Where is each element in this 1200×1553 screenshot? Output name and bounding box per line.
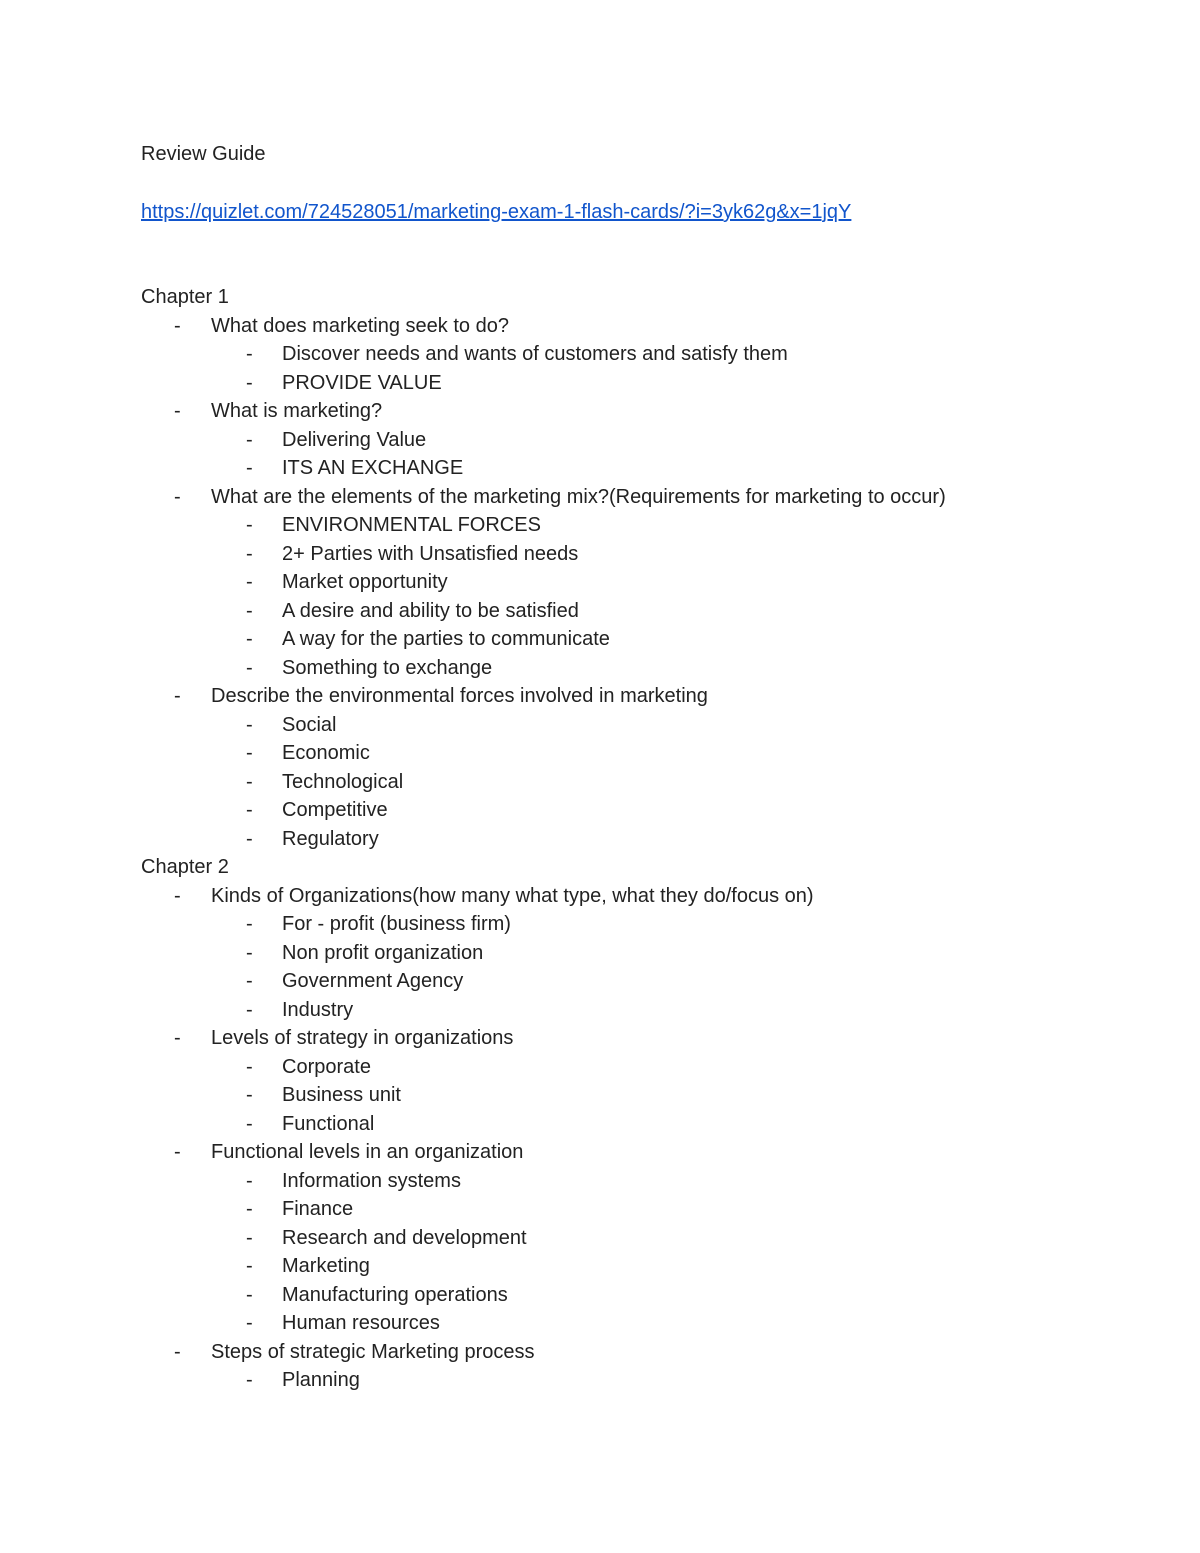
question-row bbox=[141, 1138, 1141, 1167]
question-text: What is marketing? bbox=[211, 400, 383, 422]
answer-item bbox=[141, 568, 1141, 597]
question-item bbox=[141, 312, 1141, 398]
question-row bbox=[141, 882, 1141, 911]
answer-text: Finance bbox=[282, 1198, 354, 1220]
question-row bbox=[141, 397, 1141, 426]
answer-text: Government Agency bbox=[282, 970, 464, 992]
dash-bullet: - bbox=[246, 1112, 253, 1135]
chapter-heading: Chapter 2 bbox=[141, 856, 229, 878]
question-text: Describe the environmental forces involved in marketing bbox=[211, 685, 708, 707]
answer-row bbox=[141, 1224, 1141, 1253]
answer-text: Functional bbox=[282, 1112, 375, 1135]
answer-row bbox=[141, 967, 1141, 996]
dash-bullet: - bbox=[174, 485, 181, 508]
answer-item bbox=[141, 340, 1141, 369]
answer-list bbox=[141, 340, 1141, 397]
question-row bbox=[141, 1024, 1141, 1053]
dash-bullet: - bbox=[246, 713, 253, 736]
answer-text: Information systems bbox=[282, 1169, 461, 1192]
dash-bullet: - bbox=[246, 998, 253, 1021]
answer-text: Technological bbox=[282, 770, 404, 793]
answer-row bbox=[141, 1081, 1141, 1110]
answer-item bbox=[141, 1252, 1141, 1281]
answer-text: ITS AN EXCHANGE bbox=[282, 457, 464, 479]
dash-bullet: - bbox=[246, 827, 253, 850]
answer-item bbox=[141, 369, 1141, 398]
dash-bullet: - bbox=[246, 514, 253, 536]
answer-text: Social bbox=[282, 713, 337, 736]
answer-item bbox=[141, 1195, 1141, 1224]
answer-row bbox=[141, 568, 1141, 597]
dash-bullet: - bbox=[174, 884, 181, 907]
answer-text: Corporate bbox=[282, 1055, 371, 1078]
answer-item bbox=[141, 511, 1141, 540]
answer-list bbox=[141, 426, 1141, 483]
question-text: Functional levels in an organization bbox=[211, 1141, 524, 1163]
answer-item bbox=[141, 1110, 1141, 1139]
answer-row bbox=[141, 369, 1141, 398]
answer-row bbox=[141, 625, 1141, 654]
dash-bullet: - bbox=[246, 742, 253, 764]
dash-bullet: - bbox=[246, 799, 253, 821]
dash-bullet: - bbox=[246, 1255, 253, 1277]
answer-row bbox=[141, 1167, 1141, 1196]
question-item bbox=[141, 397, 1141, 483]
answer-list bbox=[141, 1167, 1141, 1338]
answer-item bbox=[141, 426, 1141, 455]
dash-bullet: - bbox=[246, 1226, 253, 1249]
answer-text: 2+ Parties with Unsatisfied needs bbox=[282, 542, 579, 565]
question-item bbox=[141, 1338, 1141, 1395]
answer-item bbox=[141, 1366, 1141, 1395]
answer-text: Marketing bbox=[282, 1255, 370, 1277]
answer-row bbox=[141, 1110, 1141, 1139]
question-row bbox=[141, 1338, 1141, 1367]
answer-item bbox=[141, 597, 1141, 626]
answer-row bbox=[141, 654, 1141, 683]
dash-bullet: - bbox=[174, 1340, 181, 1363]
answer-row bbox=[141, 454, 1141, 483]
answer-item bbox=[141, 967, 1141, 996]
question-text: What does marketing seek to do? bbox=[211, 314, 509, 337]
answer-row bbox=[141, 1281, 1141, 1310]
answer-row bbox=[141, 1053, 1141, 1082]
answer-item bbox=[141, 1081, 1141, 1110]
dash-bullet: - bbox=[246, 1312, 253, 1334]
answer-item bbox=[141, 1053, 1141, 1082]
question-row bbox=[141, 312, 1141, 341]
answer-list bbox=[141, 711, 1141, 854]
dash-bullet: - bbox=[246, 656, 253, 679]
dash-bullet: - bbox=[246, 1084, 253, 1106]
answer-item bbox=[141, 739, 1141, 768]
answer-list bbox=[141, 1053, 1141, 1139]
answer-text: ENVIRONMENTAL FORCES bbox=[282, 514, 541, 536]
answer-list bbox=[141, 511, 1141, 682]
answer-item bbox=[141, 454, 1141, 483]
dash-bullet: - bbox=[246, 913, 253, 935]
answer-list bbox=[141, 1366, 1141, 1395]
dash-bullet: - bbox=[246, 1169, 253, 1192]
answer-text: For - profit (business firm) bbox=[282, 913, 511, 935]
answer-text: Market opportunity bbox=[282, 571, 448, 593]
answer-row bbox=[141, 910, 1141, 939]
answer-row bbox=[141, 540, 1141, 569]
answer-item bbox=[141, 1281, 1141, 1310]
dash-bullet: - bbox=[246, 542, 253, 565]
question-list bbox=[141, 882, 1141, 1395]
answer-row bbox=[141, 796, 1141, 825]
dash-bullet: - bbox=[246, 1055, 253, 1078]
answer-row bbox=[141, 711, 1141, 740]
question-text: Kinds of Organizations(how many what type, what they do/focus on) bbox=[211, 884, 814, 907]
question-item bbox=[141, 1024, 1141, 1138]
answer-text: Competitive bbox=[282, 799, 388, 821]
answer-item bbox=[141, 796, 1141, 825]
answer-item bbox=[141, 1167, 1141, 1196]
answer-text: A way for the parties to communicate bbox=[282, 628, 610, 650]
dash-bullet: - bbox=[246, 970, 253, 992]
answer-row bbox=[141, 739, 1141, 768]
answer-text: Non profit organization bbox=[282, 941, 484, 964]
answer-row bbox=[141, 825, 1141, 854]
question-text: Steps of strategic Marketing process bbox=[211, 1340, 535, 1363]
answer-list bbox=[141, 910, 1141, 1024]
answer-row bbox=[141, 340, 1141, 369]
answer-item bbox=[141, 1309, 1141, 1338]
answer-item bbox=[141, 625, 1141, 654]
dash-bullet: - bbox=[246, 628, 253, 650]
question-item bbox=[141, 682, 1141, 853]
answer-text: Regulatory bbox=[282, 827, 379, 850]
dash-bullet: - bbox=[174, 314, 181, 337]
dash-bullet: - bbox=[246, 371, 253, 394]
answer-row bbox=[141, 1309, 1141, 1338]
question-item bbox=[141, 882, 1141, 1025]
dash-bullet: - bbox=[246, 571, 253, 593]
answer-text: Economic bbox=[282, 742, 370, 764]
document-title: Review Guide bbox=[141, 143, 266, 165]
dash-bullet: - bbox=[246, 770, 253, 793]
answer-row bbox=[141, 511, 1141, 540]
answer-text: PROVIDE VALUE bbox=[282, 371, 442, 394]
answer-text: Delivering Value bbox=[282, 428, 427, 451]
review-outline bbox=[141, 283, 1141, 1395]
dash-bullet: - bbox=[246, 599, 253, 622]
answer-text: A desire and ability to be satisfied bbox=[282, 599, 579, 622]
answer-text: Industry bbox=[282, 998, 354, 1021]
dash-bullet: - bbox=[246, 457, 253, 479]
question-list bbox=[141, 312, 1141, 854]
answer-item bbox=[141, 939, 1141, 968]
question-row bbox=[141, 483, 1141, 512]
question-text: What are the elements of the marketing mix?(Requirements for marketing to occur) bbox=[211, 485, 946, 508]
answer-item bbox=[141, 1224, 1141, 1253]
answer-text: Something to exchange bbox=[282, 656, 493, 679]
answer-item bbox=[141, 910, 1141, 939]
answer-item bbox=[141, 768, 1141, 797]
question-text: Levels of strategy in organizations bbox=[211, 1027, 514, 1049]
answer-item bbox=[141, 996, 1141, 1025]
chapter-section bbox=[141, 283, 1141, 853]
answer-row bbox=[141, 768, 1141, 797]
dash-bullet: - bbox=[174, 1027, 181, 1049]
answer-text: Research and development bbox=[282, 1226, 527, 1249]
answer-row bbox=[141, 1195, 1141, 1224]
answer-row bbox=[141, 939, 1141, 968]
answer-row bbox=[141, 996, 1141, 1025]
answer-item bbox=[141, 825, 1141, 854]
answer-row bbox=[141, 1366, 1141, 1395]
answer-item bbox=[141, 654, 1141, 683]
answer-row bbox=[141, 1252, 1141, 1281]
dash-bullet: - bbox=[174, 685, 181, 707]
answer-text: Manufacturing operations bbox=[282, 1283, 508, 1306]
answer-text: Discover needs and wants of customers and satisfy them bbox=[282, 343, 788, 365]
question-row bbox=[141, 682, 1141, 711]
answer-text: Business unit bbox=[282, 1084, 401, 1106]
dash-bullet: - bbox=[246, 1369, 253, 1391]
chapter-section bbox=[141, 853, 1141, 1395]
question-item bbox=[141, 483, 1141, 683]
answer-text: Planning bbox=[282, 1369, 360, 1391]
dash-bullet: - bbox=[174, 400, 181, 422]
dash-bullet: - bbox=[246, 1198, 253, 1220]
dash-bullet: - bbox=[246, 343, 253, 365]
dash-bullet: - bbox=[246, 1283, 253, 1306]
dash-bullet: - bbox=[174, 1141, 181, 1163]
chapter-heading: Chapter 1 bbox=[141, 286, 229, 308]
question-item bbox=[141, 1138, 1141, 1338]
answer-row bbox=[141, 426, 1141, 455]
answer-text: Human resources bbox=[282, 1312, 440, 1334]
answer-row bbox=[141, 597, 1141, 626]
quizlet-link[interactable]: https://quizlet.com/724528051/marketing-exam-1-flash-cards/?i=3yk62g&x=1jqY bbox=[141, 201, 852, 223]
answer-item bbox=[141, 540, 1141, 569]
answer-item bbox=[141, 711, 1141, 740]
dash-bullet: - bbox=[246, 941, 253, 964]
dash-bullet: - bbox=[246, 428, 253, 451]
